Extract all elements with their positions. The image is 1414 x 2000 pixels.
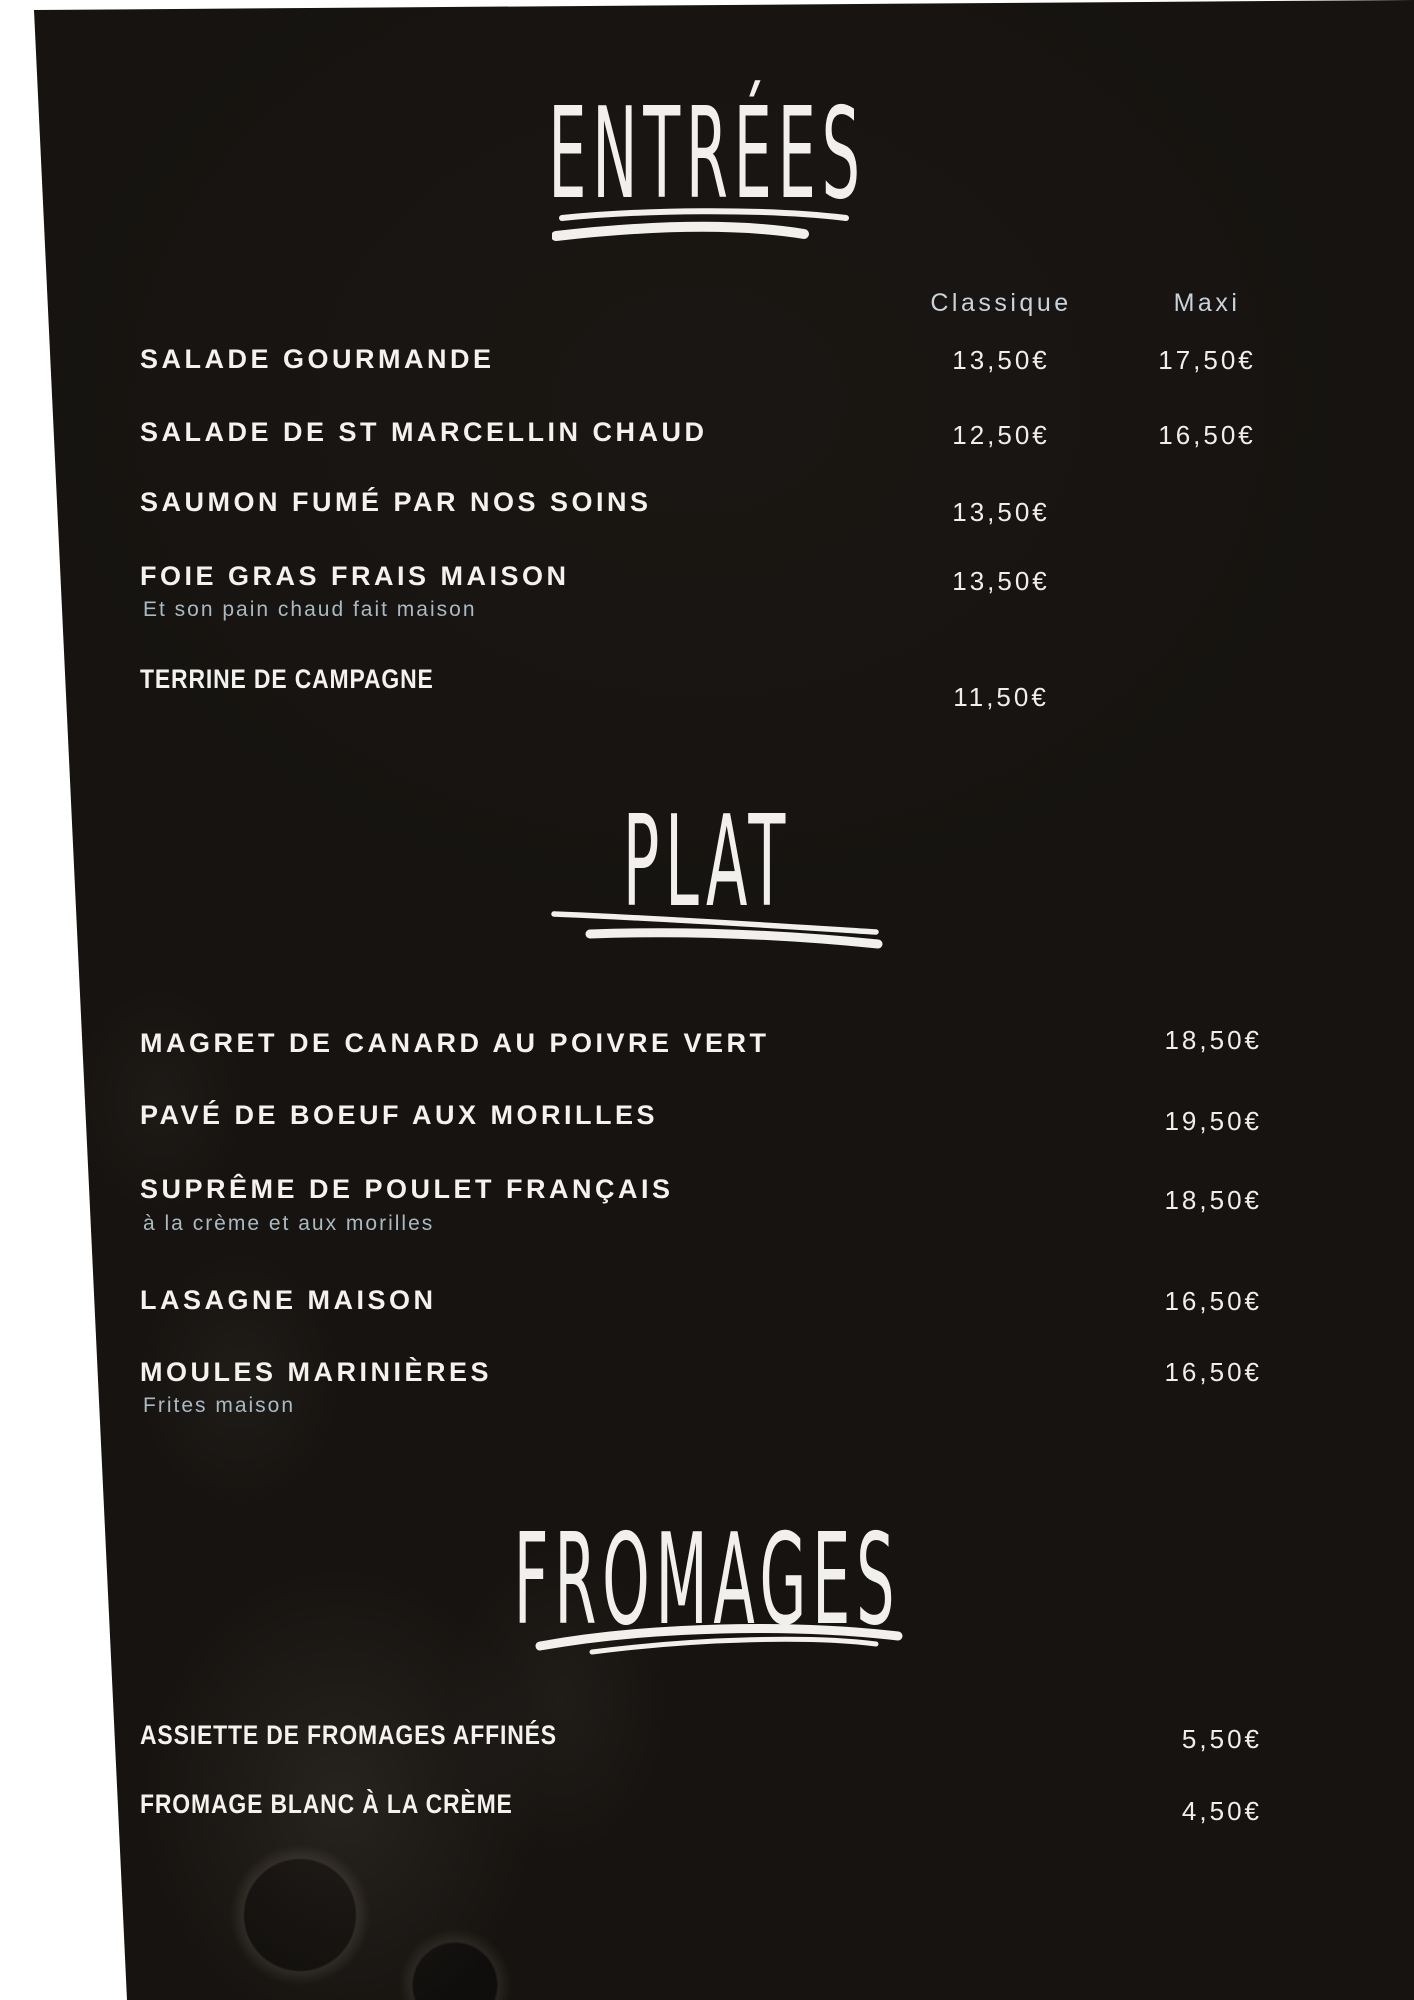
menu-item-price-classique: 13,50€ <box>952 345 1050 375</box>
entrees-underline-stroke <box>552 206 852 250</box>
menu-item-name: FROMAGE BLANC À LA CRÈME <box>140 1789 513 1819</box>
menu-item-price-classique: 11,50€ <box>953 682 1049 712</box>
menu-item-name: SALADE DE ST MARCELLIN CHAUD <box>140 417 708 447</box>
menu-item-price: 16,50€ <box>1164 1357 1262 1387</box>
section-title-entrees: ENTRÉES <box>548 80 866 227</box>
menu-item-price: 16,50€ <box>1164 1286 1262 1316</box>
menu-item-name: SALADE GOURMANDE <box>140 344 495 374</box>
menu-item-price: 18,50€ <box>1164 1025 1262 1055</box>
section-title-plat: PLAT <box>622 788 792 935</box>
plat-underline-stroke <box>548 908 883 954</box>
menu-item-price-classique: 13,50€ <box>952 566 1050 596</box>
menu-item-name: TERRINE DE CAMPAGNE <box>140 664 434 694</box>
menu-item-price: 18,50€ <box>1164 1185 1262 1215</box>
menu-item-subtitle: Et son pain chaud fait maison <box>143 598 477 621</box>
menu-item-price: 19,50€ <box>1164 1106 1262 1136</box>
menu-item-subtitle: Frites maison <box>143 1394 296 1417</box>
menu-item-name: PAVÉ DE BOEUF AUX MORILLES <box>140 1100 659 1130</box>
menu-item-name: ASSIETTE DE FROMAGES AFFINÉS <box>140 1720 557 1750</box>
menu-item-price-maxi: 17,50€ <box>1158 345 1256 375</box>
menu-item-price: 4,50€ <box>1181 1796 1262 1826</box>
menu-item-price-maxi: 16,50€ <box>1158 420 1256 450</box>
column-header-maxi: Maxi <box>1173 289 1241 317</box>
menu-item-name: MAGRET DE CANARD AU POIVRE VERT <box>140 1028 770 1058</box>
menu-item-name: MOULES MARINIÈRES <box>140 1357 493 1387</box>
menu-item-name: SUPRÊME DE POULET FRANÇAIS <box>140 1174 674 1204</box>
menu-item-name: FOIE GRAS FRAIS MAISON <box>140 561 570 591</box>
menu-item-price-classique: 12,50€ <box>952 420 1050 450</box>
menu-item-price-classique: 13,50€ <box>952 497 1050 527</box>
menu-item-subtitle: à la crème et aux morilles <box>143 1212 435 1235</box>
menu-item-price: 5,50€ <box>1181 1724 1262 1754</box>
fromages-underline-stroke <box>532 1618 907 1662</box>
menu-item-name: SAUMON FUMÉ PAR NOS SOINS <box>140 487 652 517</box>
column-header-classique: Classique <box>930 289 1072 317</box>
menu-item-name: LASAGNE MAISON <box>140 1285 437 1315</box>
section-title-fromages: FROMAGES <box>513 1506 901 1653</box>
